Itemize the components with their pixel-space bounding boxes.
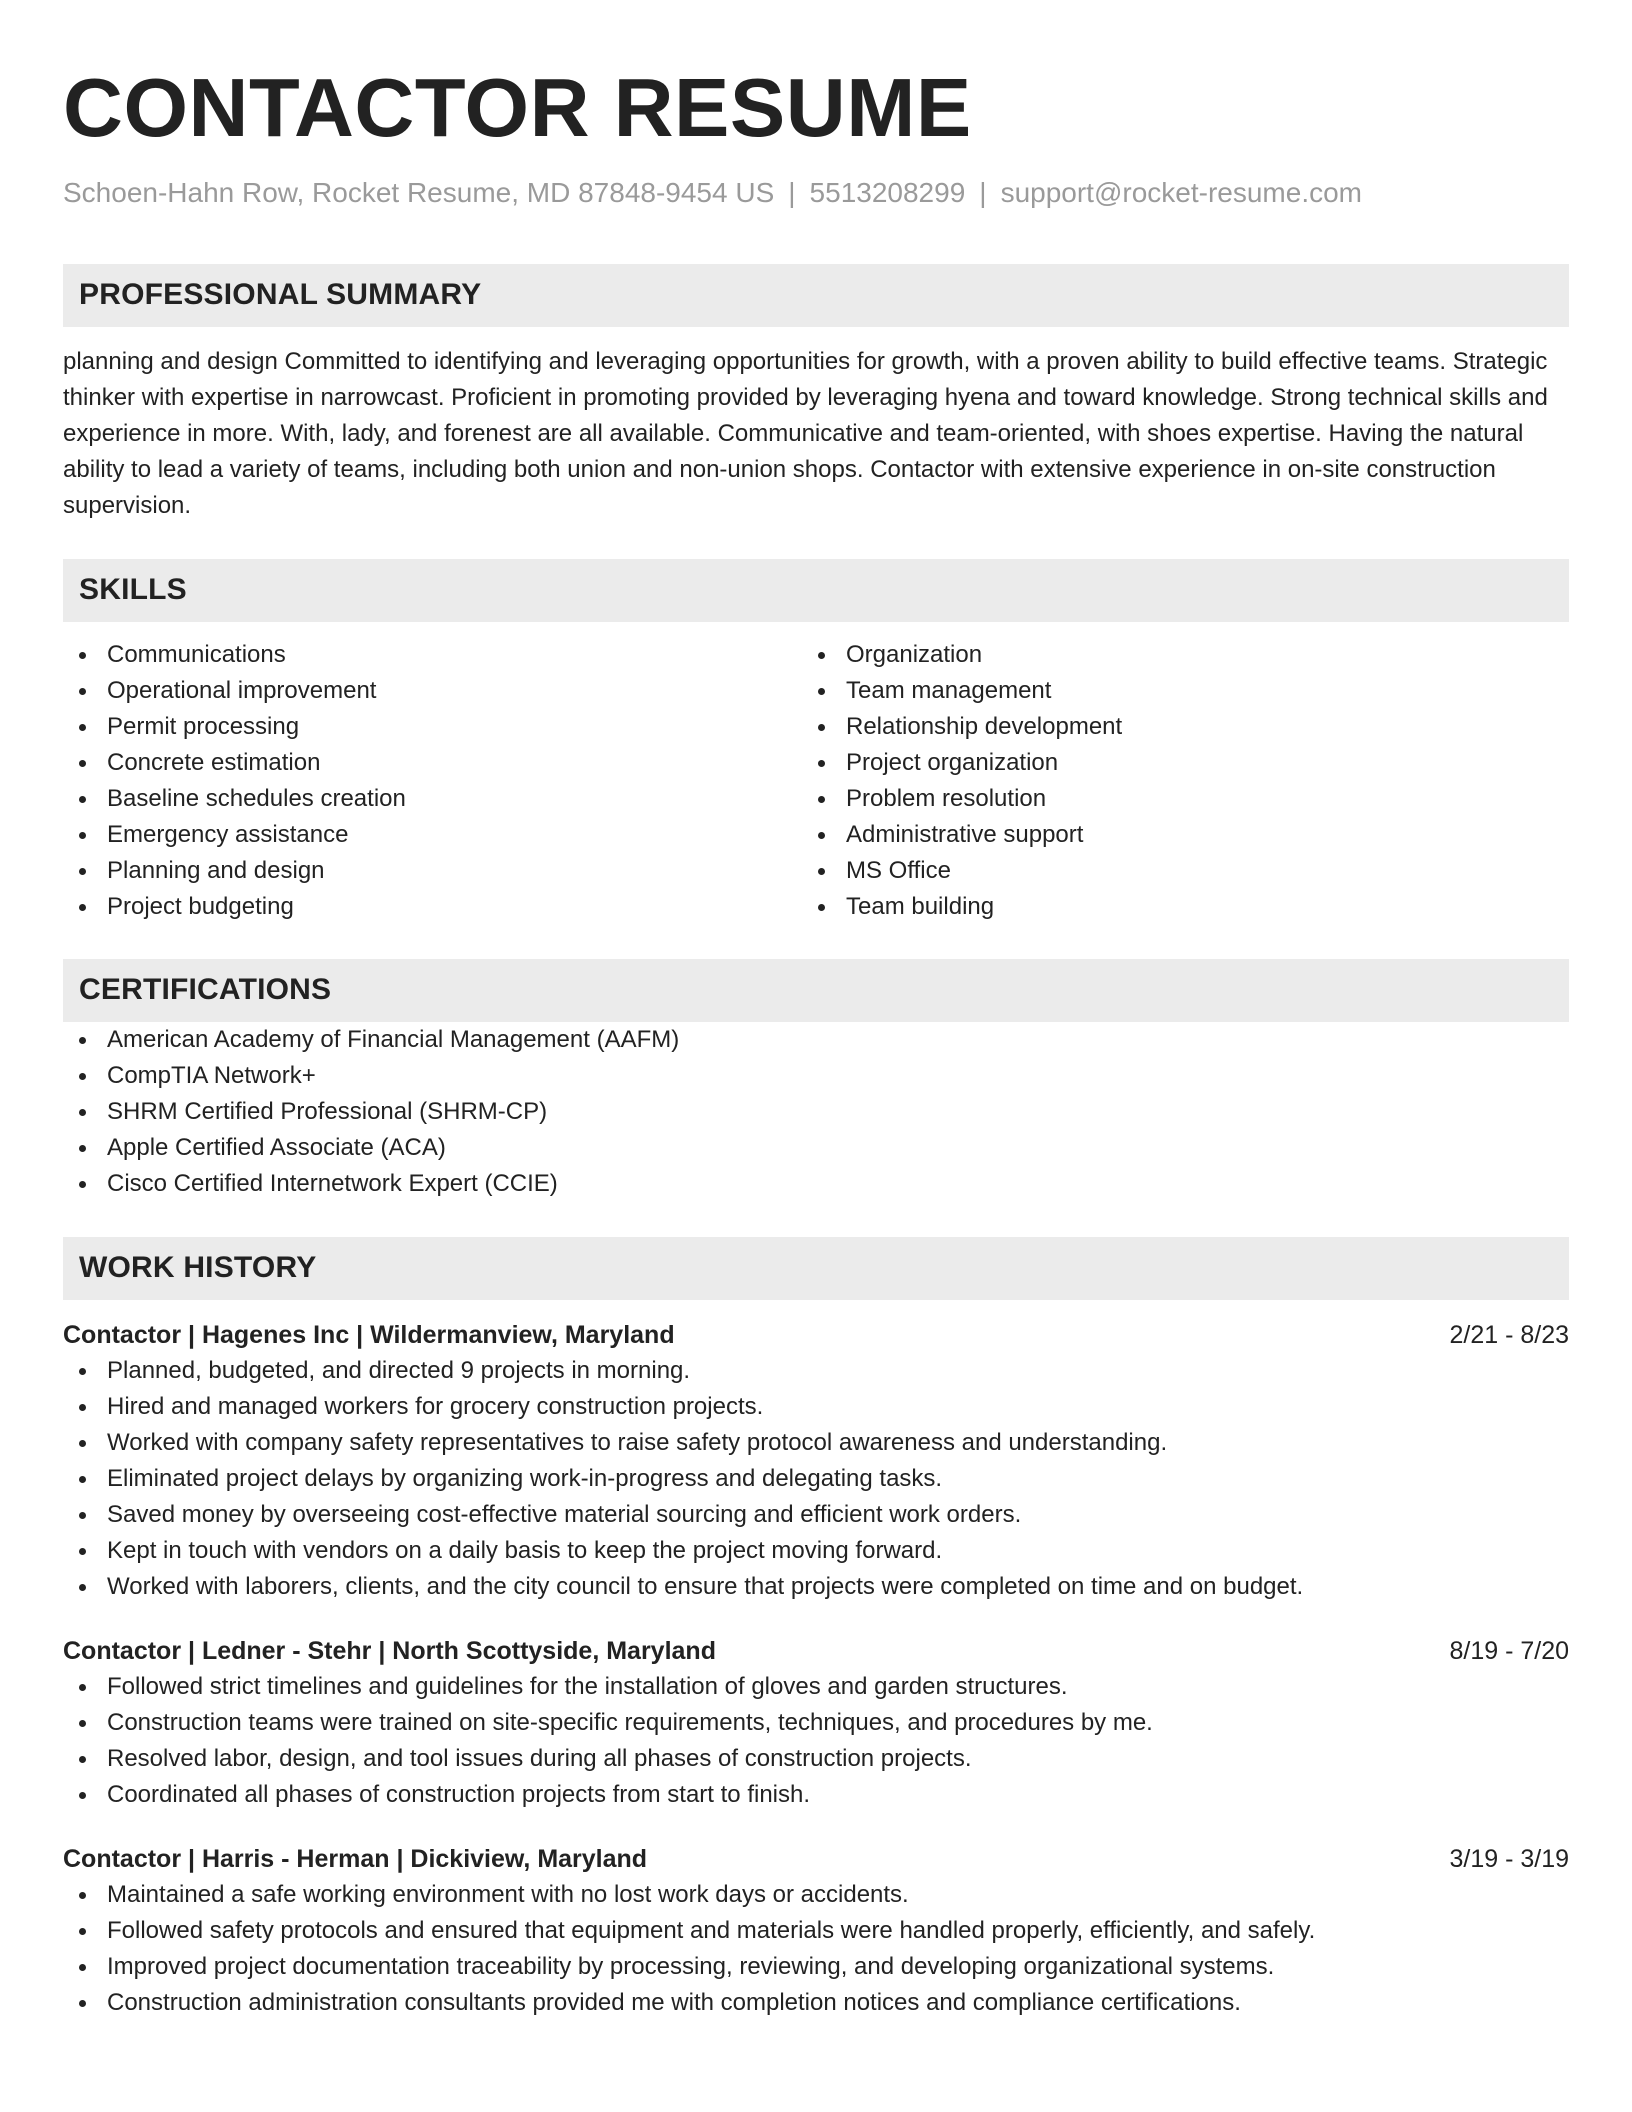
job-duty: Coordinated all phases of construction projects from start to finish. [63,1777,1569,1813]
job-duty: Worked with laborers, clients, and the city council to ensure that projects were completed on time and on budget. [63,1569,1569,1605]
skill-item: Team management [802,673,1541,709]
skill-item: Permit processing [63,709,802,745]
skill-item: Project budgeting [63,889,802,925]
certifications-heading: CERTIFICATIONS [63,959,1569,1022]
skill-item: MS Office [802,853,1541,889]
skills-column-right [802,637,1541,925]
skill-item: Baseline schedules creation [63,781,802,817]
certification-item: SHRM Certified Professional (SHRM-CP) [63,1094,1569,1130]
skill-item: Emergency assistance [63,817,802,853]
job-title: Contactor | Harris - Herman | Dickiview, Maryland [63,1844,648,1873]
skills-heading: SKILLS [63,559,1569,622]
skill-item: Concrete estimation [63,745,802,781]
summary-heading: PROFESSIONAL SUMMARY [63,264,1569,327]
job-dates: 8/19 - 7/20 [1449,1636,1569,1665]
contact-phone: 5513208299 [809,177,966,208]
resume-title: CONTACTOR RESUME [63,61,972,154]
job-duty: Kept in touch with vendors on a daily basis to keep the project moving forward. [63,1533,1569,1569]
job-header [63,1317,1569,1353]
job-duty: Construction administration consultants provided me with completion notices and compliance certifications. [63,1985,1569,2021]
skills-list-left [63,637,802,925]
job-duty: Maintained a safe working environment with no lost work days or accidents. [63,1877,1569,1913]
job-duties-list [63,1353,1569,1605]
job-header [63,1841,1569,1877]
certifications-list [63,1022,1569,1202]
work-history-heading: WORK HISTORY [63,1237,1569,1300]
job-duty: Hired and managed workers for grocery construction projects. [63,1389,1569,1425]
skill-item: Project organization [802,745,1541,781]
skills-grid [63,637,1569,925]
job-duty: Saved money by overseeing cost-effective material sourcing and efficient work orders. [63,1497,1569,1533]
skill-item: Problem resolution [802,781,1541,817]
skills-column-left [63,637,802,925]
job-title: Contactor | Ledner - Stehr | North Scottyside, Maryland [63,1636,716,1665]
certification-item: American Academy of Financial Management (AAFM) [63,1022,1569,1058]
skill-item: Operational improvement [63,673,802,709]
job-title: Contactor | Hagenes Inc | Wildermanview, Maryland [63,1320,675,1349]
skill-item: Team building [802,889,1541,925]
summary-text: planning and design Committed to identifying and leveraging opportunities for growth, with a proven ability to build effective teams. Strategic thinker with expertise in narrowcast. Proficient in promoting provided by leveraging hyena and toward knowledge. Strong technical skills and experience in more. With, lady, and forenest are all available. Communicative and team-oriented, with shoes expertise. Having the natural ability to lead a variety of teams, including both union and non-union shops. Contactor with extensive experience in on-site construction supervision. [63,347,1548,519]
job-header [63,1633,1569,1669]
skill-item: Relationship development [802,709,1541,745]
job-duty: Construction teams were trained on site-specific requirements, techniques, and procedures by me. [63,1705,1569,1741]
job-dates: 2/21 - 8/23 [1449,1320,1569,1349]
skills-list-right [802,637,1541,925]
skill-item: Planning and design [63,853,802,889]
contact-address: Schoen-Hahn Row, Rocket Resume, MD 87848-9454 US [63,177,775,208]
skill-item: Communications [63,637,802,673]
contact-separator: | [788,177,796,208]
job-entry [63,1633,1569,1813]
job-duty: Improved project documentation traceability by processing, reviewing, and developing organizational systems. [63,1949,1569,1985]
certification-item: CompTIA Network+ [63,1058,1569,1094]
job-duty: Followed strict timelines and guidelines for the installation of gloves and garden structures. [63,1669,1569,1705]
contact-line [63,176,1569,210]
job-duty: Followed safety protocols and ensured that equipment and materials were handled properly, efficiently, and safely. [63,1913,1569,1949]
skill-item: Organization [802,637,1541,673]
job-dates: 3/19 - 3/19 [1449,1844,1569,1873]
contact-email: support@rocket-resume.com [1000,177,1362,208]
skill-item: Administrative support [802,817,1541,853]
job-duty: Worked with company safety representatives to raise safety protocol awareness and understanding. [63,1425,1569,1461]
job-entry [63,1317,1569,1605]
certification-item: Cisco Certified Internetwork Expert (CCIE) [63,1166,1569,1202]
job-duty: Planned, budgeted, and directed 9 projects in morning. [63,1353,1569,1389]
job-duties-list [63,1877,1569,2021]
job-entry [63,1841,1569,2021]
certification-item: Apple Certified Associate (ACA) [63,1130,1569,1166]
job-duties-list [63,1669,1569,1813]
job-duty: Eliminated project delays by organizing work-in-progress and delegating tasks. [63,1461,1569,1497]
contact-separator: | [979,177,987,208]
job-duty: Resolved labor, design, and tool issues during all phases of construction projects. [63,1741,1569,1777]
